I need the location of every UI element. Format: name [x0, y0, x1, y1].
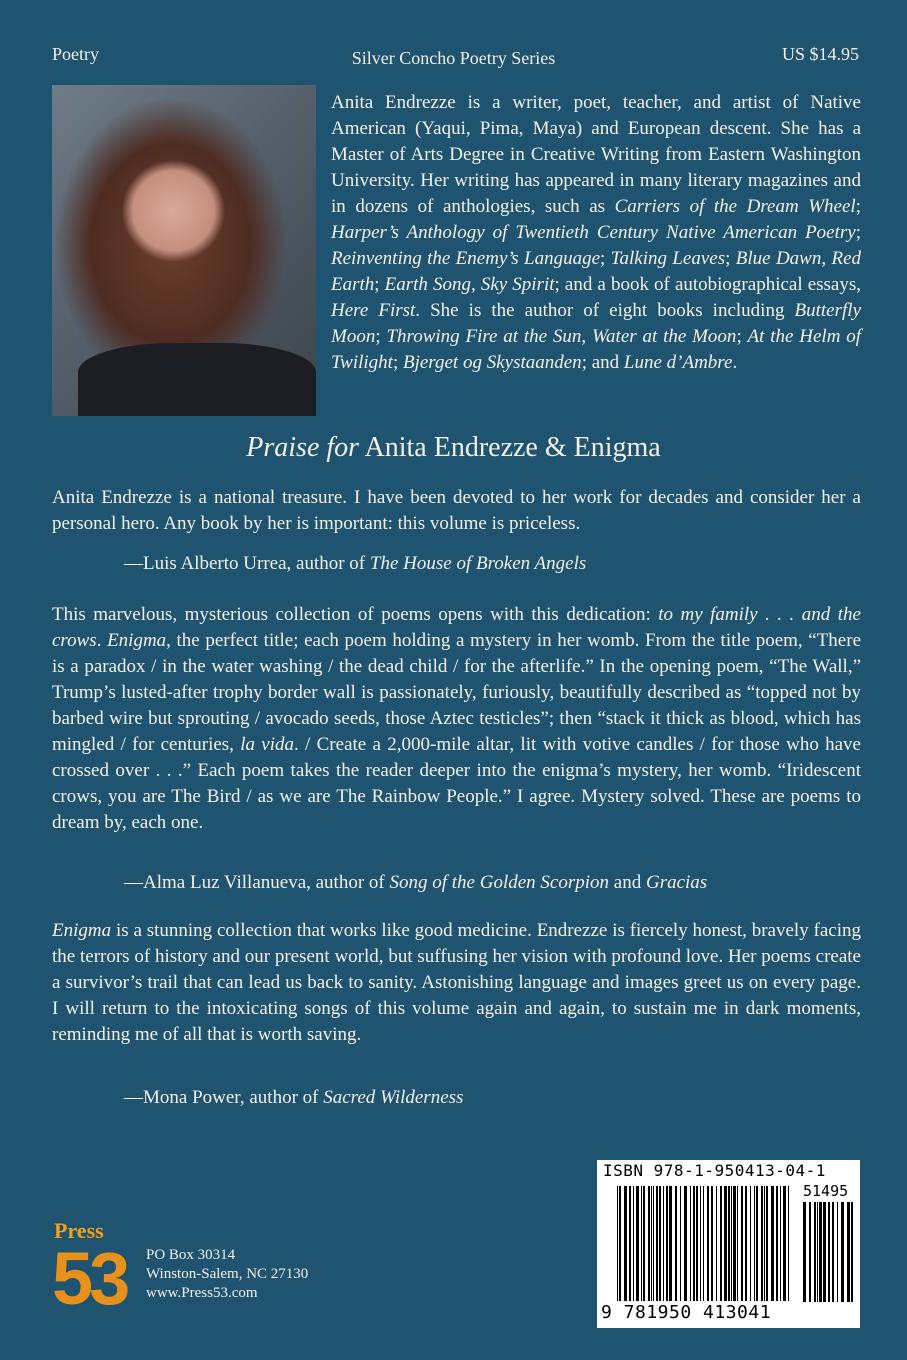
barcode-bar	[851, 1202, 853, 1302]
ean-bars	[617, 1186, 791, 1301]
barcode-bar	[724, 1186, 727, 1301]
barcode-bar	[648, 1186, 650, 1301]
barcode-bar	[624, 1186, 627, 1301]
barcode-bar	[766, 1186, 768, 1301]
barcode-bar	[803, 1202, 806, 1302]
barcode-bar	[741, 1186, 743, 1301]
barcode-bar	[675, 1186, 677, 1301]
logo-number: 53	[52, 1237, 127, 1320]
barcode-bar	[756, 1186, 758, 1301]
price-label: US $14.95	[781, 44, 859, 64]
praise-attribution-3: —Mona Power, author of Sacred Wilderness	[124, 1087, 464, 1108]
price-bars	[803, 1202, 855, 1302]
barcode-bar	[617, 1186, 618, 1301]
price-code: 51495	[803, 1182, 849, 1200]
barcode-bar	[814, 1202, 816, 1302]
barcode-bar	[750, 1186, 751, 1301]
barcode-bar	[629, 1186, 631, 1301]
author-bio: Anita Endrezze is a writer, poet, teacher, and artist of Native American (Yaqui, Pima, Maya) and European descent. She has a Master of Arts Degree in Creative Writing from Eastern Washington University. Her writing has appeared in many literary magazines and in dozens of anthologies, such as Carriers of the Dream Wheel; Harper’s Anthology of Twentieth Century Native American Poetry; Reinventing the Enemy’s Language; Talking Leaves; Blue Dawn, Red Earth; Earth Song, Sky Spirit; and a book of autobiographical essays, Here First. She is the author of eight books including Butterfly Moon; Throwing Fire at the Sun, Water at the Moon; At the Helm of Twilight; Bjerget og Skystaanden; and Lune d’Ambre.	[331, 92, 862, 373]
praise-attribution-1: —Luis Alberto Urrea, author of The House of Broken Angels	[124, 553, 587, 574]
barcode-bar	[619, 1186, 621, 1301]
barcode-bar	[731, 1186, 732, 1301]
address-line-1: PO Box 30314	[146, 1247, 236, 1263]
barcode-bar	[636, 1186, 639, 1301]
barcode-bar	[716, 1186, 717, 1301]
barcode-bar	[663, 1186, 664, 1301]
praise-heading	[0, 432, 907, 464]
barcode-bar	[776, 1186, 778, 1301]
praise-quote-3: Enigma is a stunning collection that works like good medicine. Endrezze is fiercely honest, bravely facing the terrors of history and our present world, but suffusing her vision with profound love. Her poems create a survivor’s trail that can lead us back to sanity. Astonishing language and images greet us on every page. I will return to the intoxicating songs of this volume again and again, to sustain me in dark moments, reminding me of all that is worth saving.	[52, 920, 861, 1045]
barcode-bar	[819, 1202, 822, 1302]
barcode-bar	[680, 1186, 681, 1301]
praise-quote-1: Anita Endrezze is a national treasure. I have been devoted to her work for decades and consider her a personal hero. Any book by her is important: this volume is priceless.	[52, 487, 861, 534]
praise-heading-title: Anita Endrezze & Enigma	[359, 432, 661, 463]
barcode-bar	[720, 1186, 722, 1301]
barcode-bar	[832, 1202, 834, 1302]
barcode-bar	[651, 1186, 652, 1301]
barcode-bar	[754, 1186, 755, 1301]
praise-quote-2: This marvelous, mysterious collection of poems opens with this dedication: to my family . . . and the crows. Enigma, the perfect title; each poem holding a mystery in her womb. From the title poem, “There is a paradox / in the water washing / the dead child / for the afterlife.” In the opening poem, “The Wall,” Trump’s lusted-after trophy border wall is passionately, furiously, beautifully described as “topped not by barbed wire but sprouting / avocado seeds, those Aztec testicles”; then “stack it thick as blood, which has mingled / for centuries, la vida. / Create a 2,000-mile altar, lit with votive candles / for those who have crossed over . . .” Each poem takes the reader deeper into the enigma’s mystery, her womb. “Iridescent crows, you are The Bird / as we are The Rainbow People.” I agree. Mystery solved. These are poems to dream by, each one.	[52, 604, 862, 833]
barcode-bar	[659, 1186, 661, 1301]
barcode-bar	[643, 1186, 645, 1301]
barcode-bar	[761, 1186, 763, 1301]
barcode-bar	[684, 1186, 687, 1301]
barcode-bar	[690, 1186, 691, 1301]
barcode-bar	[700, 1186, 701, 1301]
barcode-bar	[703, 1186, 704, 1301]
barcode-bar	[666, 1186, 668, 1301]
barcode-bar	[783, 1186, 786, 1301]
isbn-barcode	[597, 1160, 860, 1328]
barcode-bar	[745, 1186, 747, 1301]
barcode-bar	[737, 1186, 738, 1301]
genre-label: Poetry	[52, 44, 99, 64]
barcode-bar	[817, 1202, 818, 1302]
address-line-2: Winston-Salem, NC 27130	[146, 1266, 309, 1282]
series-name: Silver Concho Poetry Series	[351, 48, 556, 68]
press53-logo	[52, 1218, 144, 1318]
barcode-bar	[653, 1186, 654, 1301]
publisher-website: www.Press53.com	[146, 1285, 258, 1301]
barcode-bar	[656, 1186, 658, 1301]
barcode-bar	[711, 1186, 713, 1301]
praise-heading-italic: Praise for	[246, 432, 360, 463]
publisher-address	[146, 1246, 308, 1303]
barcode-bar	[841, 1202, 844, 1302]
isbn-text: ISBN 978-1-950413-04-1	[603, 1161, 826, 1180]
barcode-bar	[728, 1186, 730, 1301]
barcode-bar	[780, 1186, 781, 1301]
logo-word: Press	[54, 1218, 104, 1243]
barcode-bar	[669, 1186, 672, 1301]
barcode-bar	[696, 1186, 698, 1301]
barcode-bar	[733, 1186, 736, 1301]
author-photo	[52, 85, 316, 416]
barcode-bar	[764, 1186, 765, 1301]
barcode-bar	[788, 1186, 789, 1301]
barcode-bar	[641, 1186, 642, 1301]
barcode-bar	[847, 1202, 850, 1302]
barcode-bar	[828, 1202, 830, 1302]
praise-attribution-2: —Alma Luz Villanueva, author of Song of the Golden Scorpion and Gracias	[124, 872, 708, 893]
barcode-bar	[633, 1186, 634, 1301]
ean-digits: 9 781950 413041	[601, 1302, 772, 1323]
barcode-bar	[837, 1202, 838, 1302]
barcode-bar	[707, 1186, 709, 1301]
barcode-bar	[693, 1186, 695, 1301]
barcode-bar	[823, 1202, 826, 1302]
barcode-bar	[771, 1186, 774, 1301]
barcode-bar	[809, 1202, 811, 1302]
